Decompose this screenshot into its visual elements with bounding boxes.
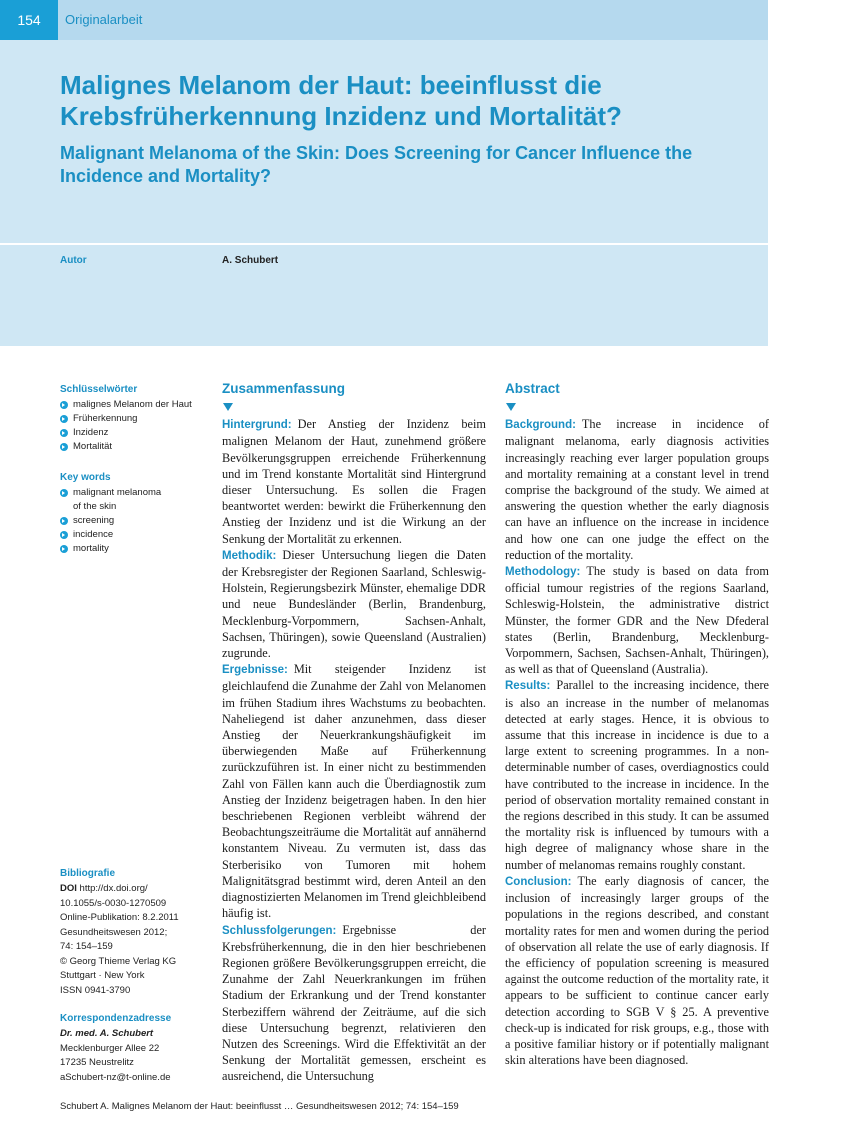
biblio-line: 74: 154–159	[60, 941, 113, 952]
bibliography-title: Bibliografie	[60, 868, 116, 879]
summary-paragraph: Ergebnisse: Mit steigender Inzidenz ist gleichlaufend die Zunahme der Zahl von Melanomen im frühen Stadium ihres Wachstums zu beobachten. Naheliegend ist daher anzunehmen, dass dieser Anstieg der Neuerkrankungshäufigkeit im überwiegenden Maße auf Früherkennung zurückzuführen ist. In einer nicht zu bestimmenden Zahl von Fällen kann auch die Überdiagnostik zum Anstieg der Inzidenz beigetragen haben. In den hier beschriebenen Regionen verbleibt während der Beobachtungszeiträume die Mortalität auf annähernd konstantem Niveau. Zu vermuten ist, dass das Sterberisiko von Tumoren mit hohem Malignitätsgrad bestimmt wird, deren Anteil an den diagnostizierten Melanomen im Trend gleichbleibend häufig ist.	[222, 662, 486, 921]
section-label: Originalarbeit	[65, 12, 143, 27]
author-name: A. Schubert	[222, 255, 279, 266]
keyword-item: screening	[60, 514, 161, 528]
title-german: Malignes Melanom der Haut: beeinflusst die Krebsfrüherkennung Inzidenz und Mortalität?	[60, 70, 622, 131]
abstract-english	[505, 381, 769, 1068]
abstract-paragraph: Conclusion: The early diagnosis of cancer, the inclusion of increasingly larger groups of the populations in the regions described, and constant mortality rates for men and women during the period of observation all relate the use of early diagnosis. If the efficiency of population screening is measured against the outcome reduction of the mortality rate, it appears to be sufficient to continue cancer early detection according to SGB V § 25. A preventive check-up is indicated for risk groups, e.g., those with a positive familiar history or if potentially malignant skin alterations have been diagnosed.	[505, 873, 769, 1068]
summary-paragraph: Hintergrund: Der Anstieg der Inzidenz beim malignen Melanom der Haut, zunehmend größere Bevölkerungsgruppen erreichende Früherkennung und im Trend konstante Mortalität sind Hintergrund dieser Untersuchung. Es sollen die Fragen beantwortet werden: bewirkt die Früherkennung den Anstieg der Inzidenz und ist die Wirkung an der Senkung der Mortalität zu erkennen.	[222, 417, 486, 546]
keyword-item: Früherkennung	[60, 412, 192, 426]
address-line: 17235 Neustrelitz	[60, 1057, 134, 1068]
address-line: Mecklenburger Allee 22	[60, 1042, 160, 1054]
paragraph-label: Schlussfolgerungen:	[222, 924, 337, 937]
header-divider	[0, 243, 768, 245]
triangle-marker-icon	[223, 403, 233, 411]
bullet-arrow-icon	[60, 531, 68, 539]
bullet-arrow-icon	[60, 401, 68, 409]
doi-link[interactable]: http://dx.doi.org/	[79, 883, 148, 894]
paragraph-label: Hintergrund:	[222, 419, 292, 432]
correspondence-title: Korrespondenzadresse	[60, 1013, 172, 1024]
abstract-paragraph: Methodology: The study is based on data from official tumour registries of the regions Saarland, Schleswig-Holstein, the administrative district Münster, the former GDR and the New Dfederal states (Berlin, Brandenburg, Mecklenburg-Vorpommern, Sachsen, Sachsen-Anhalt, Thüringen), as well as that of Queensland (Australia).	[505, 564, 769, 677]
keyword-item: Mortalität	[60, 440, 192, 454]
page-footer: Schubert A. Malignes Melanom der Haut: beeinflusst … Gesundheitswesen 2012; 74: 154–159	[60, 1101, 459, 1112]
keywords-en-title: Key words	[60, 472, 111, 483]
keywords-de-title: Schlüsselwörter	[60, 384, 138, 395]
abstract-paragraph: Background: The increase in incidence of malignant melanoma, early diagnosis activities increasingly reaching ever larger population groups and mortality remaining at a constant level in trend comprise the background of the study. We aimed at answering the question whether the early diagnosis can have an influence on the increase in incidence and how one can one judge the effect on the reduction of the mortality.	[505, 417, 769, 562]
bibliography	[60, 868, 179, 998]
bullet-arrow-icon	[60, 489, 68, 497]
keyword-item: incidence	[60, 528, 161, 542]
summary-paragraph: Methodik: Dieser Untersuchung liegen die Daten der Krebsregister der Regionen Saarland, Schleswig-Holstein, Regierungsbezirk Münster, ehemalige DDR und neue Bundesländer (Berlin, Brandenburg, Mecklenburg-Vorpommern, Sachsen-Anhalt, Sachsen, Thüringen), sowie Queensland (Australien) zugrunde.	[222, 547, 486, 661]
abstract-paragraph: Results: Parallel to the increasing incidence, there is also an increase in the number of melanomas detected at early stages. Hence, it is obvious to assume that this increase in incidence is due to a large extent to screening programmes. In a non-determinable number of cases, overdiagnostics could have contributed to the increase in incidence. In the period of observation mortality remained constant in the regions described in this study. It can be assumed the mortality risk is influenced by tumours with a high degree of malignancy whose share in the number of melanomas remains roughly constant.	[505, 678, 769, 872]
author-label: Autor	[60, 255, 87, 266]
paragraph-label: Conclusion:	[505, 875, 572, 888]
biblio-line: ISSN 0941-3790	[60, 984, 131, 996]
biblio-line: Gesundheitswesen 2012;	[60, 926, 168, 938]
keywords-de	[60, 384, 192, 454]
title-english: Malignant Melanoma of the Skin: Does Screening for Cancer Influence the Incidence and Mortality?	[60, 143, 693, 186]
paragraph-label: Ergebnisse:	[222, 664, 288, 677]
paragraph-label: Results:	[505, 680, 551, 693]
paragraph-label: Background:	[505, 419, 576, 432]
summary-paragraph: Schlussfolgerungen: Ergebnisse der Krebsfrüherkennung, die in den hier beschriebenen Regionen größere Bevölkerungsgruppen erreicht, die Zunahme der Zahl Neuerkrankungen im frühen Stadium der Erkrankung und der Trend konstanter Sterbeziffern während der Zeiträume, auf die sich diese Untersuchung begrenzt, relativieren den Nutzen des Screenings. Wird die Effektivität an der Senkung der Mortalität gemessen, erscheint es ausreichend, die Untersuchung	[222, 922, 486, 1084]
biblio-line: Online-Publikation: 8.2.2011	[60, 912, 179, 923]
triangle-marker-icon	[506, 403, 516, 411]
keyword-item: mortality	[60, 542, 161, 556]
biblio-line: 10.1055/s-0030-1270509	[60, 897, 167, 909]
correspondence-name: Dr. med. A. Schubert	[60, 1028, 154, 1039]
keyword-item: malignant melanoma	[60, 486, 161, 500]
keyword-item: malignes Melanom der Haut	[60, 398, 192, 412]
paragraph-label: Methodik:	[222, 549, 277, 562]
page-number: 154	[0, 0, 58, 40]
keywords-en	[60, 472, 161, 556]
keyword-item-continued: of the skin	[73, 501, 117, 512]
bullet-arrow-icon	[60, 517, 68, 525]
bullet-arrow-icon	[60, 545, 68, 553]
summary-heading: Zusammenfassung	[222, 381, 346, 396]
keyword-item: Inzidenz	[60, 426, 192, 440]
email-link[interactable]: aSchubert-nz@t-online.de	[60, 1071, 171, 1083]
bullet-arrow-icon	[60, 415, 68, 423]
bullet-arrow-icon	[60, 443, 68, 451]
biblio-line: Stuttgart · New York	[60, 970, 145, 981]
correspondence	[60, 1013, 171, 1085]
bullet-arrow-icon	[60, 429, 68, 437]
doi-label: DOI	[60, 883, 77, 894]
summary-german	[222, 381, 486, 1085]
abstract-heading: Abstract	[505, 381, 560, 396]
paragraph-label: Methodology:	[505, 566, 581, 579]
biblio-line: © Georg Thieme Verlag KG	[60, 955, 177, 967]
